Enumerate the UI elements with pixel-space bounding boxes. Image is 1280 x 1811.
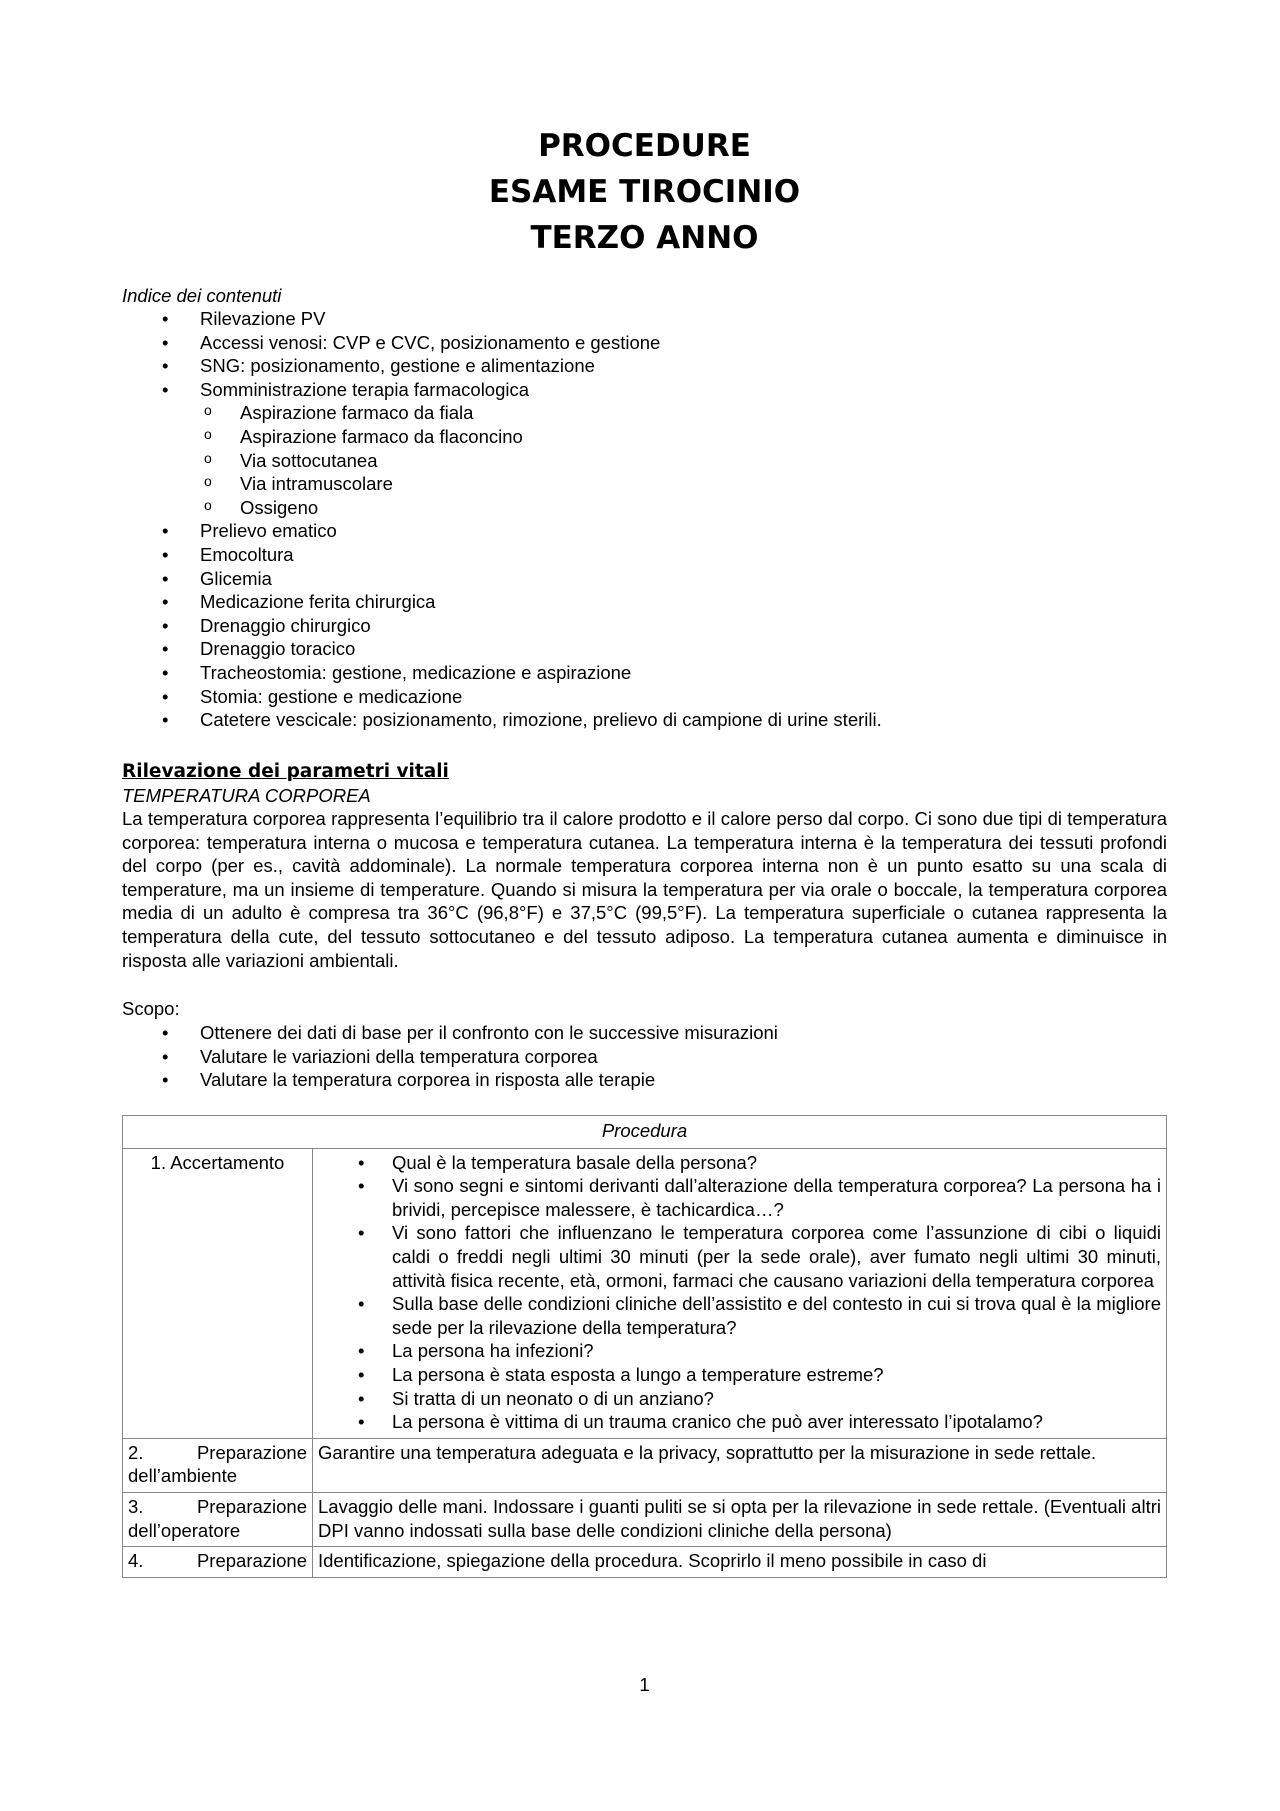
step-bullet: • Si tratta di un neonato o di un anziano? bbox=[318, 1387, 1161, 1411]
toc-item: o Via intramuscolare bbox=[122, 472, 1167, 496]
toc-item: • Prelievo ematico bbox=[122, 519, 1167, 543]
procedure-step-label bbox=[123, 1492, 313, 1546]
step-bullet: • Qual è la temperatura basale della persona? bbox=[318, 1151, 1161, 1175]
scope-item: • Ottenere dei dati di base per il confronto con le successive misurazioni bbox=[122, 1021, 1167, 1045]
procedure-step-label bbox=[123, 1148, 313, 1438]
toc-item: • Drenaggio chirurgico bbox=[122, 614, 1167, 638]
scope-item: • Valutare la temperatura corporea in risposta alle terapie bbox=[122, 1068, 1167, 1092]
procedure-row bbox=[123, 1148, 1167, 1438]
toc-item: • Somministrazione terapia farmacologica bbox=[122, 378, 1167, 402]
procedure-row bbox=[123, 1547, 1167, 1578]
section-paragraph: La temperatura corporea rappresenta l’equilibrio tra il calore prodotto e il calore perso dal corpo. Ci sono due tipi di temperatura corporea: temperatura interna o mucosa e temperatura cutanea. La temperatura interna è la temperatura dei tessuti profondi del corpo (per es., cavità addominale). La normale temperatura corporea interna non è un punto esatto su una scala di temperature, ma un insieme di temperature. Quando si misura la temperatura per via orale o boccale, la temperatura corporea media di un adulto è compresa tra 36°C (96,8°F) e 37,5°C (99,5°F). La temperatura superficiale o cutanea rappresenta la temperatura della cute, del tessuto sottocutaneo e del tessuto adiposo. La temperatura cutanea aumenta e diminuisce in risposta alle variazioni ambientali. bbox=[122, 808, 1167, 971]
toc-item: • Rilevazione PV bbox=[122, 307, 1167, 331]
step-title: Preparazione bbox=[196, 1441, 307, 1463]
toc-item: • Catetere vescicale: posizionamento, rimozione, prelievo di campione di urine sterili. bbox=[122, 708, 1167, 732]
procedure-step-label bbox=[123, 1438, 313, 1492]
procedure-header-row bbox=[123, 1116, 1167, 1149]
document-title bbox=[122, 123, 1167, 261]
toc-item: o Via sottocutanea bbox=[122, 449, 1167, 473]
procedure-step-content: Lavaggio delle mani. Indossare i guanti puliti se si opta per la rilevazione in sede rettale. (Eventuali altri DPI vanno indossati sulla base delle condizioni cliniche della persona) bbox=[313, 1492, 1167, 1546]
page-number: 1 bbox=[639, 1674, 650, 1695]
section-heading: Rilevazione dei parametri vitali bbox=[122, 761, 449, 782]
toc-item: • Accessi venosi: CVP e CVC, posizionamento e gestione bbox=[122, 331, 1167, 355]
step-label-text: 1. Accertamento bbox=[150, 1151, 285, 1173]
title-line-1: PROCEDURE bbox=[538, 128, 751, 164]
toc-item: • SNG: posizionamento, gestione e alimentazione bbox=[122, 354, 1167, 378]
step-bullet: • La persona è stata esposta a lungo a temperature estreme? bbox=[318, 1363, 1161, 1387]
scope-label: Scopo: bbox=[122, 998, 180, 1019]
procedure-step-content: Garantire una temperatura adeguata e la privacy, soprattutto per la misurazione in sede rettale. bbox=[313, 1438, 1167, 1492]
title-line-2: ESAME TIROCINIO bbox=[488, 174, 801, 210]
step-bullet: • Vi sono fattori che influenzano le temperatura corporea come l’assunzione di cibi o liquidi caldi o freddi negli ultimi 30 minuti (per la sede orale), aver fumato negli ultimi 30 minuti, attività fisica recente, età, ormoni, farmaci che causano variazioni della temperatura corporea bbox=[318, 1221, 1161, 1292]
toc-item: • Glicemia bbox=[122, 567, 1167, 591]
toc-item: o Ossigeno bbox=[122, 496, 1167, 520]
step-number: 2. bbox=[128, 1441, 144, 1463]
procedure-header: Procedura bbox=[123, 1116, 1167, 1149]
toc-item: • Medicazione ferita chirurgica bbox=[122, 590, 1167, 614]
procedure-row bbox=[123, 1438, 1167, 1492]
procedure-row bbox=[123, 1492, 1167, 1546]
step-number: 3. bbox=[128, 1495, 144, 1517]
step-title-cont: dell’operatore bbox=[128, 1519, 241, 1541]
procedure-step-content bbox=[313, 1148, 1167, 1438]
step-number: 4. bbox=[128, 1550, 144, 1572]
step-title: Preparazione bbox=[196, 1550, 307, 1572]
toc-item: • Tracheostomia: gestione, medicazione e aspirazione bbox=[122, 661, 1167, 685]
toc-item: o Aspirazione farmaco da fiala bbox=[122, 401, 1167, 425]
procedure-step-label bbox=[123, 1547, 313, 1578]
toc-heading: Indice dei contenuti bbox=[122, 285, 282, 306]
step-bullet: • La persona ha infezioni? bbox=[318, 1339, 1161, 1363]
section-subheading: TEMPERATURA CORPOREA bbox=[122, 785, 371, 806]
scope-item: • Valutare le variazioni della temperatura corporea bbox=[122, 1045, 1167, 1069]
step-bullet: • La persona è vittima di un trauma cranico che può aver interessato l’ipotalamo? bbox=[318, 1410, 1161, 1434]
step-bullet: • Sulla base delle condizioni cliniche dell’assistito e del contesto in cui si trova qual è la migliore sede per la rilevazione della temperatura? bbox=[318, 1292, 1161, 1339]
table-of-contents bbox=[122, 307, 1167, 732]
procedure-table bbox=[122, 1115, 1167, 1578]
toc-item: • Drenaggio toracico bbox=[122, 637, 1167, 661]
title-line-3: TERZO ANNO bbox=[530, 220, 759, 256]
toc-item: • Emocoltura bbox=[122, 543, 1167, 567]
step-title-cont: dell’ambiente bbox=[128, 1465, 238, 1487]
toc-item: • Stomia: gestione e medicazione bbox=[122, 685, 1167, 709]
step-bullets bbox=[318, 1151, 1161, 1434]
procedure-step-content: Identificazione, spiegazione della procedura. Scoprirlo il meno possibile in caso di bbox=[313, 1547, 1167, 1578]
step-title: Preparazione bbox=[196, 1495, 307, 1517]
scope-list bbox=[122, 1021, 1167, 1092]
toc-item: o Aspirazione farmaco da flaconcino bbox=[122, 425, 1167, 449]
step-bullet: • Vi sono segni e sintomi derivanti dall’alterazione della temperatura corporea? La persona ha i brividi, percepisce malessere, è tachicardica…? bbox=[318, 1174, 1161, 1221]
